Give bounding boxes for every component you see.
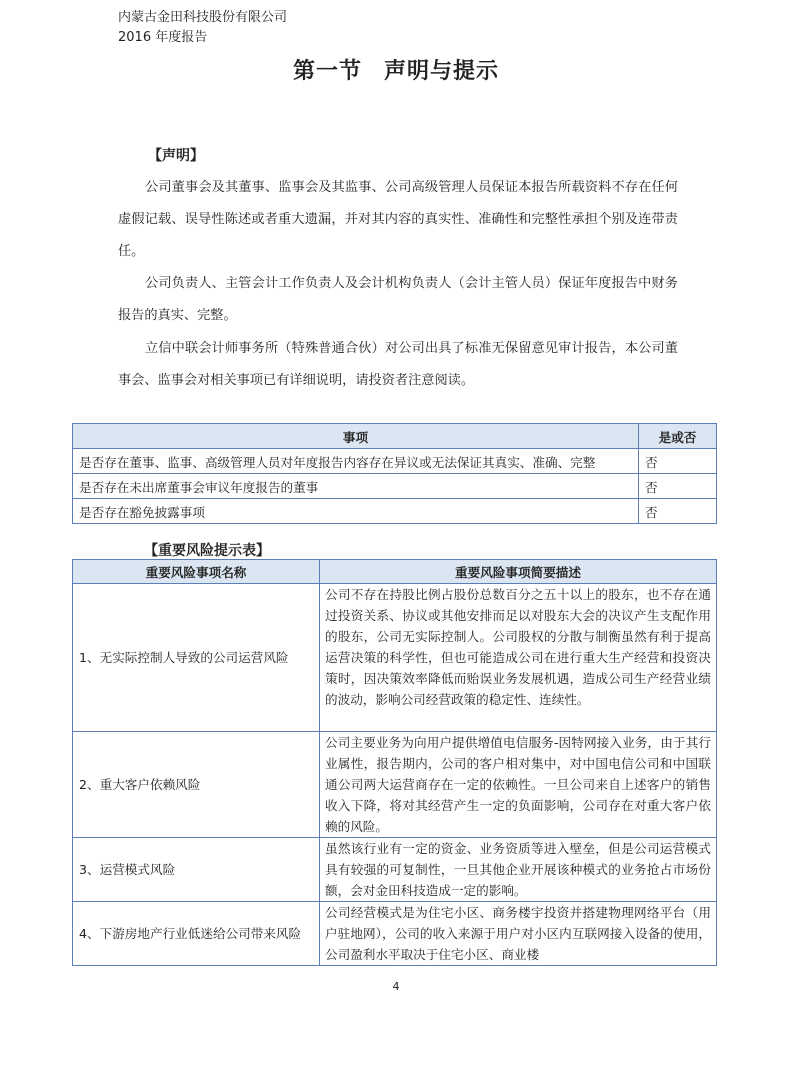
page-title (0, 54, 792, 85)
risk-header-desc: 重要风险事项简要描述 (320, 560, 717, 584)
matters-item: 是否存在未出席董事会审议年度报告的董事 (73, 474, 639, 499)
matters-header-item: 事项 (73, 424, 639, 449)
header-report: 2016 年度报告 (118, 30, 208, 45)
risk-desc: 公司主要业务为向用户提供增值电信服务-因特网接入业务，由于其行业属性，报告期内，公司的客户相对集中，对中国电信公司和中国联通公司两大运营商存在一定的依赖性。一旦公司来自上述客户的销售收入下降，将对其经营产生一定的负面影响，公司存在对重大客户依赖的风险。 (320, 732, 717, 838)
table-row (73, 732, 717, 838)
matters-table (72, 423, 717, 524)
statement-paragraph: 立信中联会计师事务所（特殊普通合伙）对公司出具了标准无保留意见审计报告，本公司董事会、监事会对相关事项已有详细说明，请投资者注意阅读。 (118, 341, 678, 388)
matters-answer: 否 (639, 474, 717, 499)
statement-paragraph: 公司董事会及其董事、监事会及其监事、公司高级管理人员保证本报告所载资料不存在任何虚假记载、误导性陈述或者重大遗漏，并对其内容的真实性、准确性和完整性承担个别及连带责任。 (118, 180, 678, 259)
table-row (73, 499, 717, 524)
risk-desc: 虽然该行业有一定的资金、业务资质等进入壁垒，但是公司运营模式具有较强的可复制性，一旦其他企业开展该种模式的业务抢占市场份额，会对金田科技造成一定的影响。 (320, 838, 717, 902)
risk-name: 4、下游房地产行业低迷给公司带来风险 (73, 902, 320, 966)
risk-desc: 公司经营模式是为住宅小区、商务楼宇投资并搭建物理网络平台（用户驻地网），公司的收入来源于用户对小区内互联网接入设备的使用，公司盈利水平取决于住宅小区、商业楼 (320, 902, 717, 966)
matters-header-answer: 是或否 (639, 424, 717, 449)
table-row (73, 474, 717, 499)
matters-answer: 否 (639, 499, 717, 524)
matters-answer: 否 (639, 449, 717, 474)
matters-item: 是否存在董事、监事、高级管理人员对年度报告内容存在异议或无法保证其真实、准确、完整 (73, 449, 639, 474)
page-number: 4 (392, 980, 400, 993)
risk-desc: 公司不存在持股比例占股份总数百分之五十以上的股东，也不存在通过投资关系、协议或其他安排而足以对股东大会的决议产生支配作用的股东，公司无实际控制人。公司股权的分散与制衡虽然有利于提高运营决策的科学性，但也可能造成公司在进行重大生产经营和投资决策时，因决策效率降低而贻误业务发展机遇，造成公司生产经营业绩的波动，影响公司经营政策的稳定性、连续性。 (320, 584, 717, 732)
title-section-number: 第一节 (292, 59, 362, 84)
risk-name: 3、运营模式风险 (73, 838, 320, 902)
risk-table-heading: 【重要风险提示表】 (144, 543, 270, 559)
table-row (73, 449, 717, 474)
risk-header-name: 重要风险事项名称 (73, 560, 320, 584)
header-company: 内蒙古金田科技股份有限公司 (118, 10, 288, 25)
risk-name: 2、重大客户依赖风险 (73, 732, 320, 838)
table-row (73, 584, 717, 732)
statement-paragraph: 公司负责人、主管会计工作负责人及会计机构负责人（会计主管人员）保证年度报告中财务报告的真实、完整。 (118, 276, 678, 323)
risk-name: 1、无实际控制人导致的公司运营风险 (73, 584, 320, 732)
table-row (73, 902, 717, 966)
table-row (73, 838, 717, 902)
title-section-name: 声明与提示 (384, 59, 500, 84)
matters-item: 是否存在豁免披露事项 (73, 499, 639, 524)
risk-table (72, 559, 717, 966)
statement-heading: 【声明】 (148, 148, 204, 164)
